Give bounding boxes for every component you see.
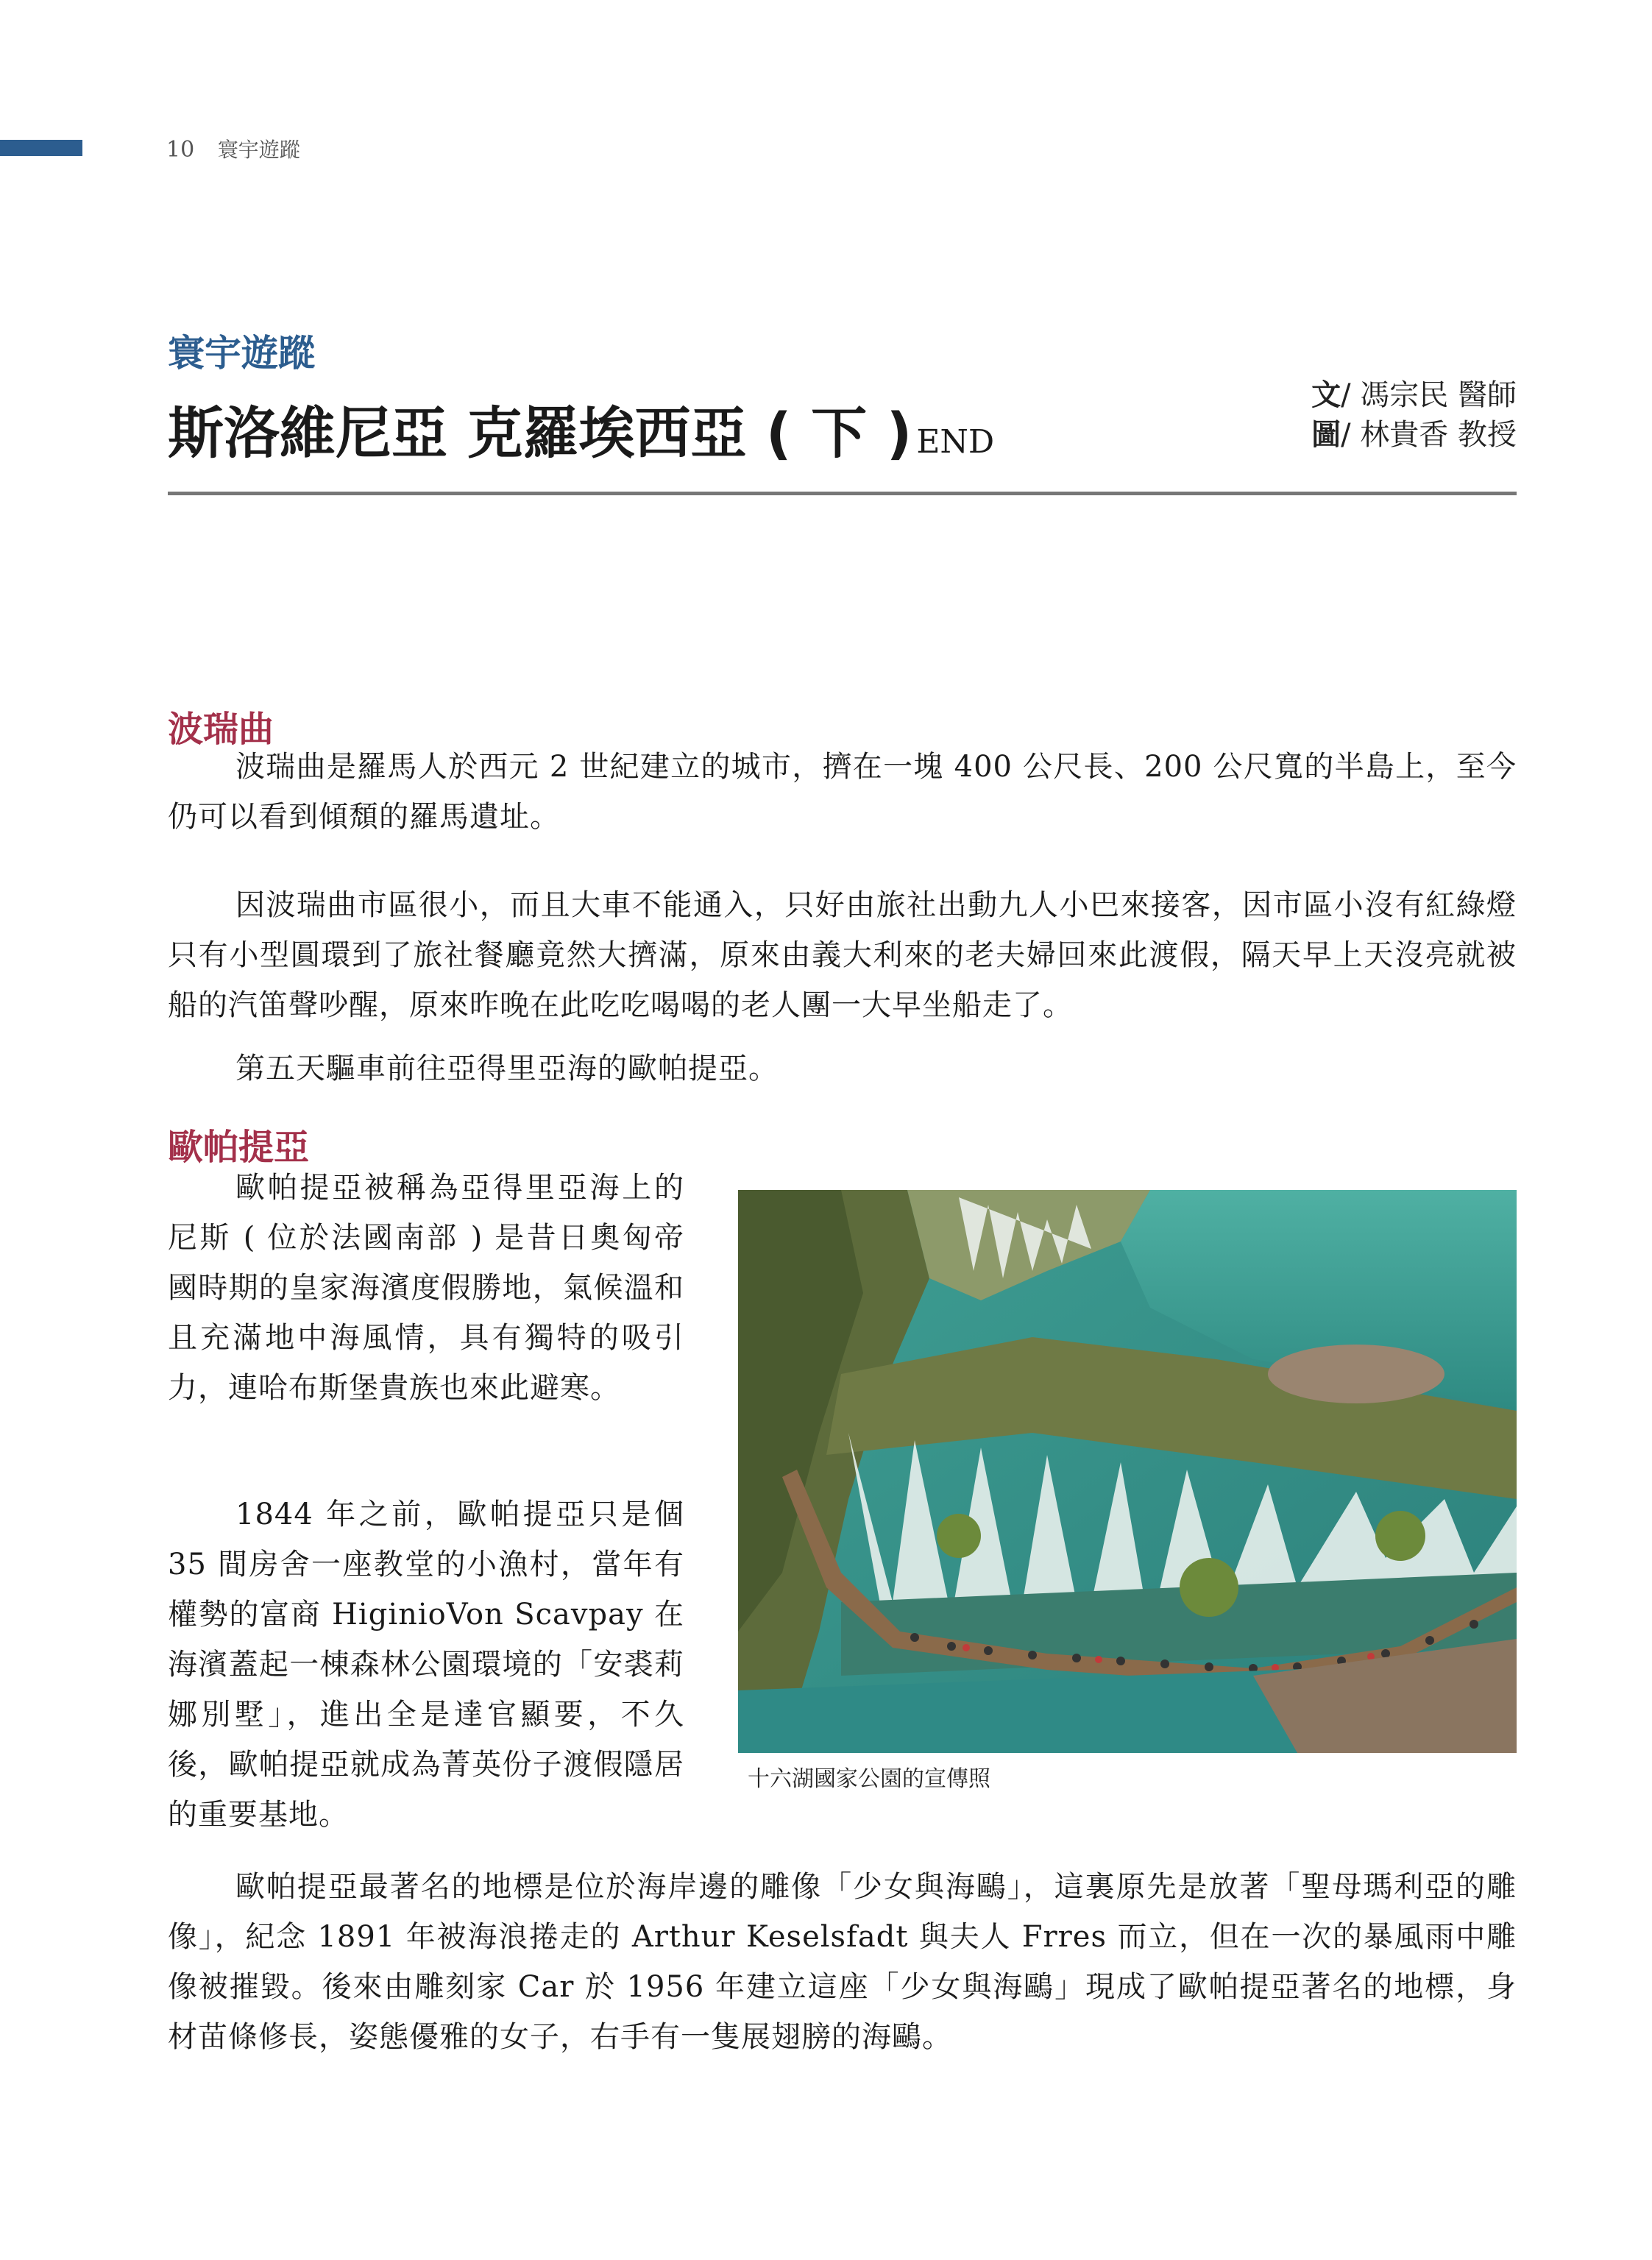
article-title-suffix: END	[916, 423, 995, 461]
article-title	[168, 389, 994, 469]
section-heading: 歐帕提亞	[168, 1127, 310, 1168]
paragraph: 波瑞曲是羅馬人於西元 2 世紀建立的城市，擠在一塊 400 公尺長、200 公尺寬的半島上，至今仍可以看到傾頹的羅馬遺址。	[168, 750, 1517, 834]
author-credit: 文/ 馮宗民 醫師	[1311, 378, 1517, 412]
article-title-text: 斯洛維尼亞 克羅埃西亞 ( 下 )	[168, 400, 912, 466]
paragraph: 第五天驅車前往亞得里亞海的歐帕提亞。	[235, 1052, 779, 1085]
paragraph: 1844 年之前，歐帕提亞只是個 35 間房舍一座教堂的小漁村，當年有權勢的富商 HiginioVon Scavpay 在海濱蓋起一棟森林公園環境的「安裘莉娜別墅」，進出全是達官顯要，不久後，歐帕提亞就成為菁英份子渡假隱居的重要基地。	[168, 1498, 684, 1832]
paragraph: 歐帕提亞被稱為亞得里亞海上的尼斯 ( 位於法國南部 ) 是昔日奧匈帝國時期的皇家海濱度假勝地，氣候溫和且充滿地中海風情，具有獨特的吸引力，連哈布斯堡貴族也來此避寒。	[168, 1171, 684, 1405]
section-heading: 波瑞曲	[168, 709, 274, 750]
title-rule	[168, 492, 1517, 495]
photo-caption: 十六湖國家公園的宣傳照	[748, 1766, 990, 1792]
photo-credit: 圖/ 林貴香 教授	[1311, 418, 1517, 452]
paragraph: 歐帕提亞最著名的地標是位於海岸邊的雕像「少女與海鷗」，這裏原先是放著「聖母瑪利亞的雕像」，紀念 1891 年被海浪捲走的 Arthur Keselsfadt 與夫人 Frres 而立，但在一次的暴風雨中雕像被摧毀。後來由雕刻家 Car 於 1956 年建立這座「少女與海鷗」現成了歐帕提亞著名的地標，身材苗條修長，姿態優雅的女子，右手有一隻展翅膀的海鷗。	[168, 1870, 1517, 2054]
header-accent-bar	[0, 140, 82, 156]
waterfall-photo	[738, 1190, 1517, 1753]
running-header	[166, 134, 300, 163]
waterfall-photo-icon	[738, 1190, 1517, 1753]
column-name: 寰宇遊蹤	[168, 332, 315, 375]
paragraph: 因波瑞曲市區很小，而且大車不能通入，只好由旅社出動九人小巴來接客，因市區小沒有紅綠燈只有小型圓環到了旅社餐廳竟然大擠滿，原來由義大利來的老夫婦回來此渡假，隔天早上天沒亮就被船的汽笛聲吵醒，原來昨晚在此吃吃喝喝的老人團一大早坐船走了。	[168, 888, 1517, 1022]
article-credits	[1311, 375, 1517, 455]
page-number: 10	[166, 137, 195, 163]
running-section-title: 寰宇遊蹤	[217, 138, 300, 162]
